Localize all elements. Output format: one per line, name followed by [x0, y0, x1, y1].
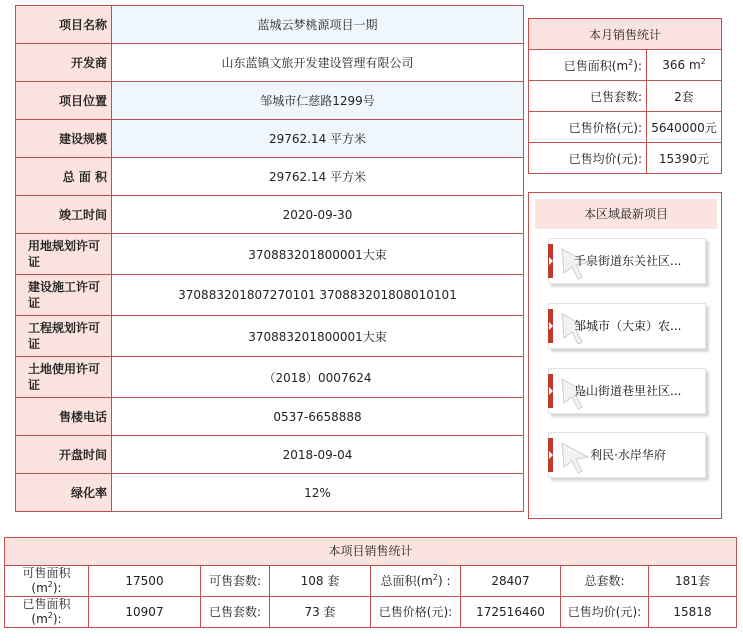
label-completion: 竣工时间 [16, 196, 112, 234]
sold-units-label: 已售套数: [201, 597, 270, 628]
latest-project-item[interactable] [548, 303, 713, 353]
total-units-value: 181套 [649, 566, 737, 597]
red-tab-icon [548, 374, 553, 408]
value-green-rate: 12% [112, 474, 524, 512]
value-total-area: 29762.14 平方米 [112, 158, 524, 196]
value-build-scale: 29762.14 平方米 [112, 120, 524, 158]
row-location [16, 82, 524, 120]
monthly-sold-area-value: 366 $m^2$ [647, 50, 722, 81]
latest-project-name[interactable]: 凫山街道巷里社区... [574, 384, 682, 398]
monthly-sold-units-label: 已售套数: [529, 81, 647, 112]
available-area-value: 17500 [89, 566, 201, 597]
label-project-name: 项目名称 [16, 6, 112, 44]
label-sales-phone: 售楼电话 [16, 398, 112, 436]
latest-projects-title: 本区域最新项目 [535, 199, 717, 229]
row-engineering-permit [16, 316, 524, 357]
label-green-rate: 绿化率 [16, 474, 112, 512]
label-engineering-permit: 工程规划许可证 [16, 316, 112, 357]
value-sales-phone: 0537-6658888 [112, 398, 524, 436]
value-land-use-permit: （2018）0007624 [112, 357, 524, 398]
row-land-use-permit [16, 357, 524, 398]
label-location: 项目位置 [16, 82, 112, 120]
available-area-label: 可售面积 $(m^2)$: [5, 566, 89, 597]
sold-price-label: 已售价格(元): [371, 597, 461, 628]
row-project-name [16, 6, 524, 44]
value-construction-permit: 370883201807270101 370883201808010101 [112, 275, 524, 316]
project-sales-table [4, 537, 737, 628]
value-project-name: 蓝城云梦桃源项目一期 [112, 6, 524, 44]
red-tab-icon [548, 309, 553, 343]
monthly-sold-units-value: 2套 [647, 81, 722, 112]
value-developer: 山东蓝镇文旅开发建设管理有限公司 [112, 44, 524, 82]
latest-project-item[interactable] [548, 432, 713, 482]
label-land-plan-permit: 用地规划许可证 [16, 234, 112, 275]
value-completion: 2020-09-30 [112, 196, 524, 234]
row-green-rate [16, 474, 524, 512]
sold-price-value: 172516460 [461, 597, 561, 628]
total-area-label: 总面积$(m^2)$ : [371, 566, 461, 597]
available-units-value: 108 套 [270, 566, 371, 597]
latest-projects-panel [528, 192, 722, 519]
monthly-sold-price-value: 5640000元 [647, 112, 722, 143]
latest-project-name[interactable]: 利民·水岸华府 [590, 448, 666, 462]
row-land-plan-permit [16, 234, 524, 275]
label-developer: 开发商 [16, 44, 112, 82]
monthly-sales-table [528, 18, 722, 174]
row-total-area [16, 158, 524, 196]
available-units-label: 可售套数: [201, 566, 270, 597]
monthly-avg-price-label: 已售均价(元): [529, 143, 647, 174]
value-engineering-permit: 370883201800001大束 [112, 316, 524, 357]
red-tab-icon [548, 244, 553, 278]
monthly-avg-price-value: 15390元 [647, 143, 722, 174]
avg-price-value: 15818 [649, 597, 737, 628]
monthly-sold-price-label: 已售价格(元): [529, 112, 647, 143]
label-land-use-permit: 土地使用许可证 [16, 357, 112, 398]
project-info-table [15, 5, 524, 512]
label-build-scale: 建设规模 [16, 120, 112, 158]
row-sales-phone [16, 398, 524, 436]
monthly-title: 本月销售统计 [529, 19, 722, 50]
latest-project-item[interactable] [548, 238, 713, 288]
label-open-date: 开盘时间 [16, 436, 112, 474]
sold-area-value: 10907 [89, 597, 201, 628]
label-total-area: 总 面 积 [16, 158, 112, 196]
value-land-plan-permit: 370883201800001大束 [112, 234, 524, 275]
red-tab-icon [548, 438, 553, 472]
row-construction-permit [16, 275, 524, 316]
sold-units-value: 73 套 [270, 597, 371, 628]
label-construction-permit: 建设施工许可证 [16, 275, 112, 316]
value-location: 邹城市仁慈路1299号 [112, 82, 524, 120]
row-completion [16, 196, 524, 234]
sales-row-available [5, 566, 737, 597]
row-open-date [16, 436, 524, 474]
monthly-sold-area-label: 已售面积$(m^2)$: [529, 50, 647, 81]
latest-project-name[interactable]: 邹城市（大束）农... [574, 319, 682, 333]
total-units-label: 总套数: [561, 566, 649, 597]
latest-project-name[interactable]: 千泉街道东关社区... [574, 254, 682, 268]
project-sales-title: 本项目销售统计 [5, 538, 737, 566]
sales-row-sold [5, 597, 737, 628]
latest-project-item[interactable] [548, 368, 713, 418]
value-open-date: 2018-09-04 [112, 436, 524, 474]
row-developer [16, 44, 524, 82]
total-area-value: 28407 [461, 566, 561, 597]
row-build-scale [16, 120, 524, 158]
avg-price-label: 已售均价(元): [561, 597, 649, 628]
sold-area-label: 已售面积 $(m^2)$: [5, 597, 89, 628]
